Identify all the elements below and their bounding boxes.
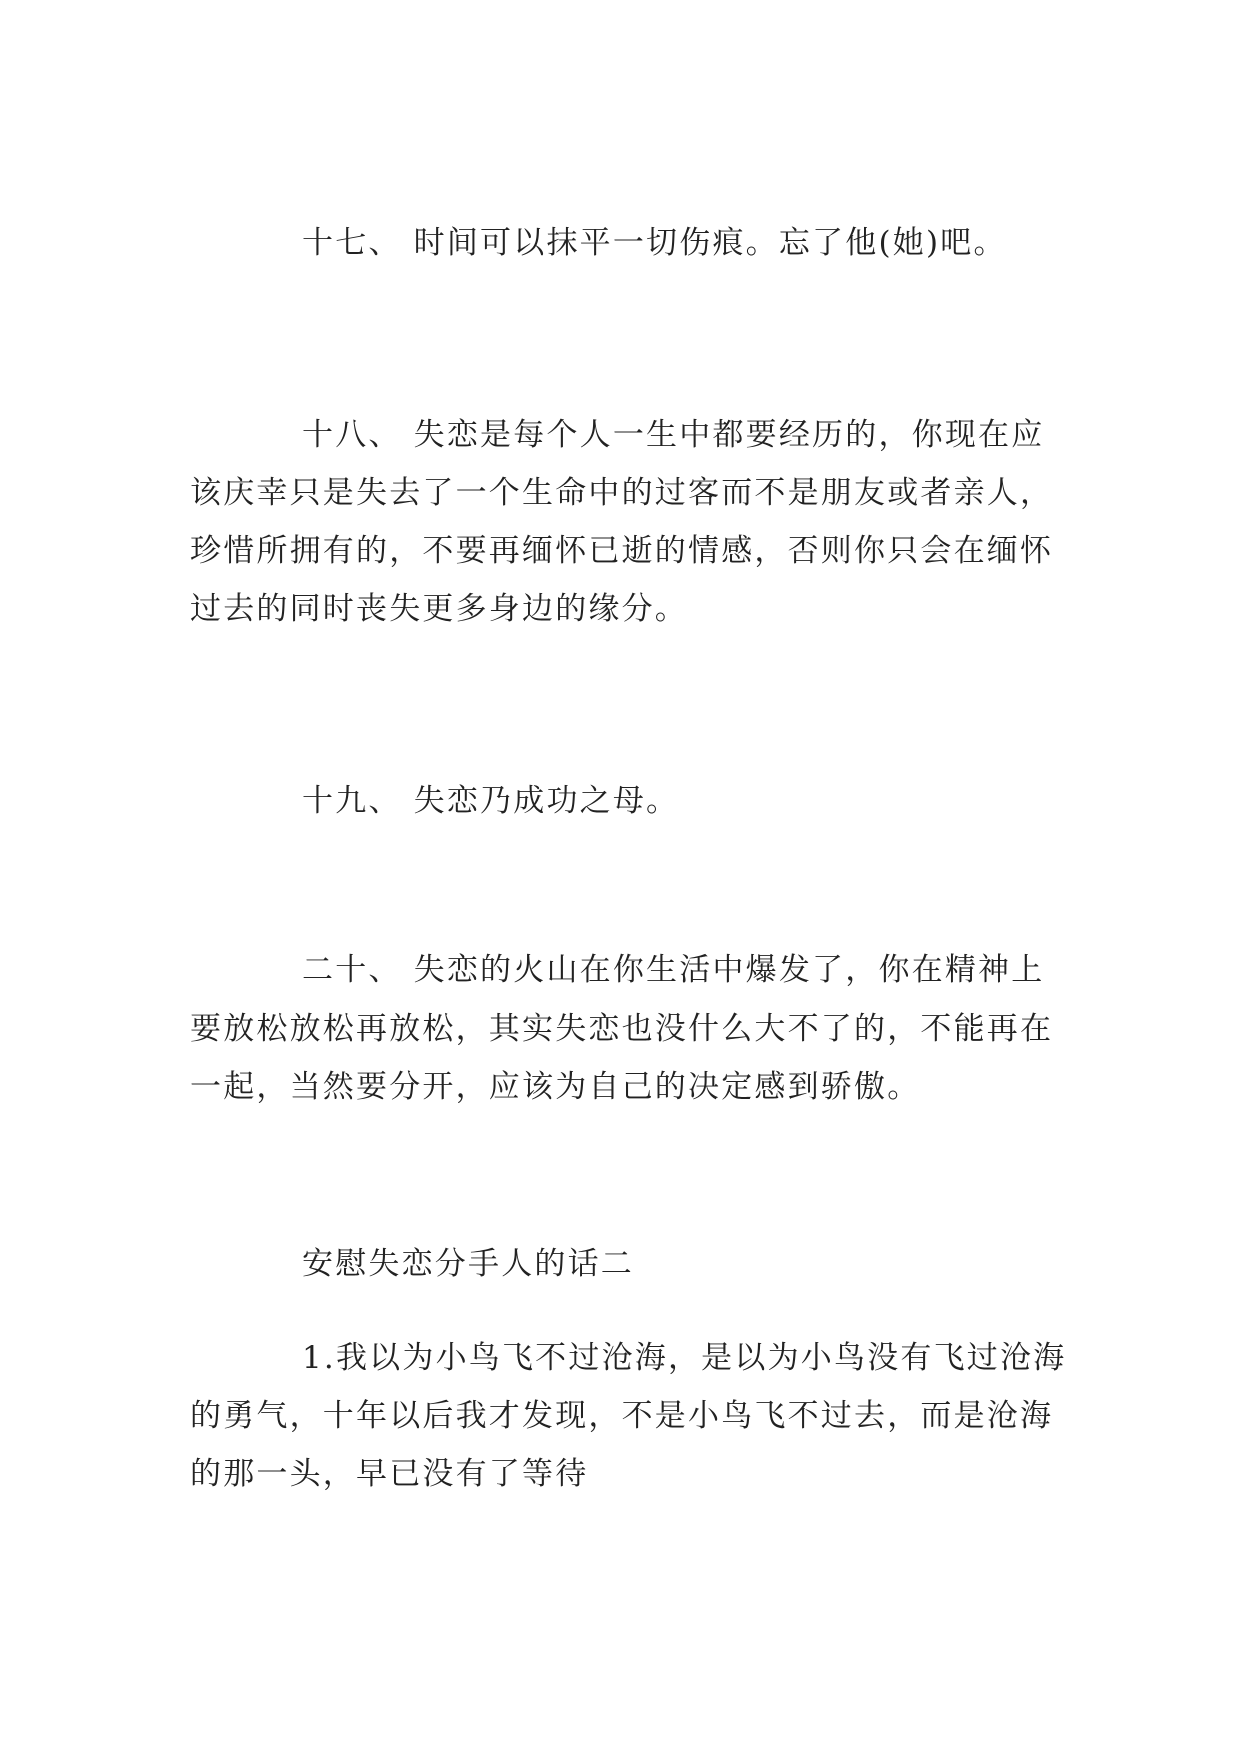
item-1-line-2: 的勇气，十年以后我才发现，不是小鸟飞不过去，而是沧海 (190, 1398, 1054, 1434)
paragraph-17-line-1: 十七、 时间可以抹平一切伤痕。忘了他(她)吧。 (302, 225, 1007, 261)
paragraph-18-line-1: 十八、 失恋是每个人一生中都要经历的，你现在应 (302, 417, 1045, 453)
item-1-line-3: 的那一头，早已没有了等待 (190, 1456, 589, 1492)
section-heading: 安慰失恋分手人的话二 (302, 1246, 634, 1282)
paragraph-18-line-2: 该庆幸只是失去了一个生命中的过客而不是朋友或者亲人， (190, 475, 1054, 511)
paragraph-19-line-1: 十九、 失恋乃成功之母。 (302, 783, 680, 819)
paragraph-20-line-1: 二十、 失恋的火山在你生活中爆发了，你在精神上 (302, 952, 1045, 988)
paragraph-20-line-2: 要放松放松再放松，其实失恋也没什么大不了的，不能再在 (190, 1011, 1054, 1047)
item-1-line-1: 1.我以为小鸟飞不过沧海，是以为小鸟没有飞过沧海 (302, 1340, 1067, 1376)
paragraph-18-line-3: 珍惜所拥有的，不要再缅怀已逝的情感，否则你只会在缅怀 (190, 533, 1054, 569)
paragraph-20-line-3: 一起，当然要分开，应该为自己的决定感到骄傲。 (190, 1069, 921, 1105)
paragraph-18-line-4: 过去的同时丧失更多身边的缘分。 (190, 591, 688, 627)
